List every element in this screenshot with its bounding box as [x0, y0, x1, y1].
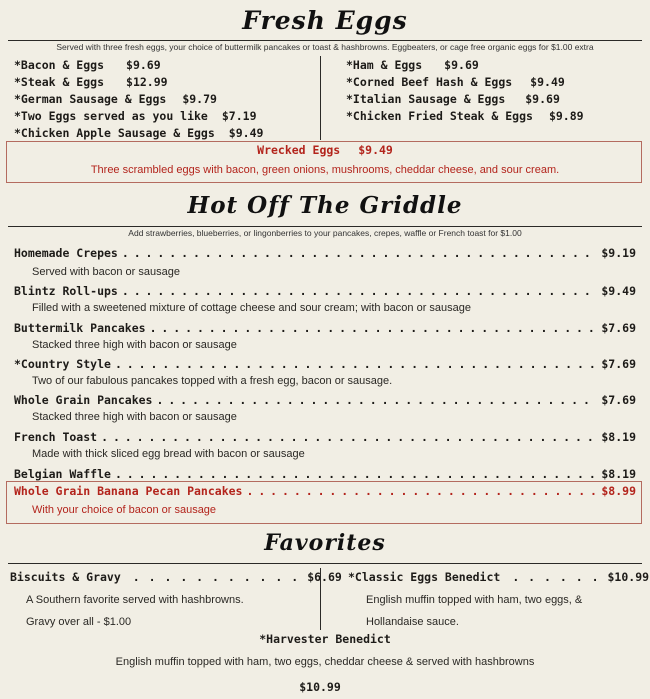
menu-item: *Bacon & Eggs $9.69 — [14, 58, 161, 72]
menu-item: Homemade Crepes . . . $9.19 — [14, 246, 636, 260]
menu-item: *Two Eggs served as you like $7.19 — [14, 109, 257, 123]
menu-item: *Chicken Fried Steak & Eggs $9.89 — [346, 109, 584, 123]
menu-item: Biscuits & Gravy . . . . . . . . . . . $6.69 — [10, 570, 342, 584]
griddle-title: Hot Off The Griddle — [187, 192, 463, 219]
column-divider — [320, 56, 321, 140]
item-desc: Served with bacon or sausage — [32, 266, 180, 278]
menu-item: *Italian Sausage & Eggs $9.69 — [346, 92, 560, 106]
item-desc: English muffin topped with ham, two eggs, cheddar cheese & served with hashbrowns — [115, 656, 535, 668]
griddle-note: Add strawberries, blueberries, or lingonberries to your pancakes, crepes, waffle or French toast for $1.00 — [128, 228, 522, 238]
menu-item: *Ham & Eggs $9.69 — [346, 58, 479, 72]
menu-item: *Classic Eggs Benedict . . . . . . $10.99 — [348, 570, 650, 584]
menu-item: Blintz Roll-ups . . . $9.49 — [14, 284, 636, 298]
item-desc: Made with thick sliced egg bread with bacon or sausage — [32, 448, 305, 460]
wrecked-eggs-heading: Wrecked Eggs $9.49 — [257, 143, 393, 157]
menu-item: Buttermilk Pancakes . . . $7.69 — [14, 321, 636, 335]
harvester-benedict: *Harvester Benedict — [259, 632, 391, 646]
divider — [8, 563, 642, 564]
wrecked-eggs-desc: Three scrambled eggs with bacon, green onions, mushrooms, cheddar cheese, and sour cream. — [90, 164, 560, 176]
menu-item: French Toast . . . $8.19 — [14, 430, 636, 444]
fresh-eggs-title: Fresh Eggs — [242, 6, 408, 35]
menu-item: *Chicken Apple Sausage & Eggs $9.49 — [14, 126, 264, 140]
divider — [8, 226, 642, 227]
menu-item: *German Sausage & Eggs $9.79 — [14, 92, 217, 106]
column-divider — [320, 568, 321, 630]
menu-item: *Corned Beef Hash & Eggs $9.49 — [346, 75, 565, 89]
menu-item: Whole Grain Pancakes . . . $7.69 — [14, 393, 636, 407]
item-desc: Gravy over all - $1.00 — [26, 616, 132, 628]
item-desc: Two of our fabulous pancakes topped with a fresh egg, bacon or sausage. — [32, 375, 393, 387]
item-desc: A Southern favorite served with hashbrowns. — [26, 594, 244, 606]
item-desc: Filled with a sweetened mixture of cottage cheese and sour cream; with bacon or sausage — [32, 302, 472, 314]
fresh-eggs-note: Served with three fresh eggs, your choice of buttermilk pancakes or toast & hashbrowns. Eggbeaters, or cage free organic eggs for $1.00 extra — [56, 42, 594, 52]
banana-pecan-desc: With your choice of bacon or sausage — [32, 504, 217, 516]
divider — [8, 40, 642, 41]
menu-item: *Steak & Eggs $12.99 — [14, 75, 168, 89]
menu-item: *Country Style . . . $7.69 — [14, 357, 636, 371]
menu-item: Belgian Waffle . . . $8.19 — [14, 467, 636, 481]
harvester-price: $10.99 — [299, 680, 341, 694]
item-desc: Hollandaise sauce. — [366, 616, 459, 628]
banana-pecan-pancakes: Whole Grain Banana Pecan Pancakes . . . $8.99 — [14, 484, 636, 498]
item-desc: Stacked three high with bacon or sausage — [32, 411, 237, 423]
item-desc: English muffin topped with ham, two eggs, & — [366, 594, 583, 606]
item-desc: Stacked three high with bacon or sausage — [32, 339, 237, 351]
favorites-title: Favorites — [264, 530, 386, 556]
